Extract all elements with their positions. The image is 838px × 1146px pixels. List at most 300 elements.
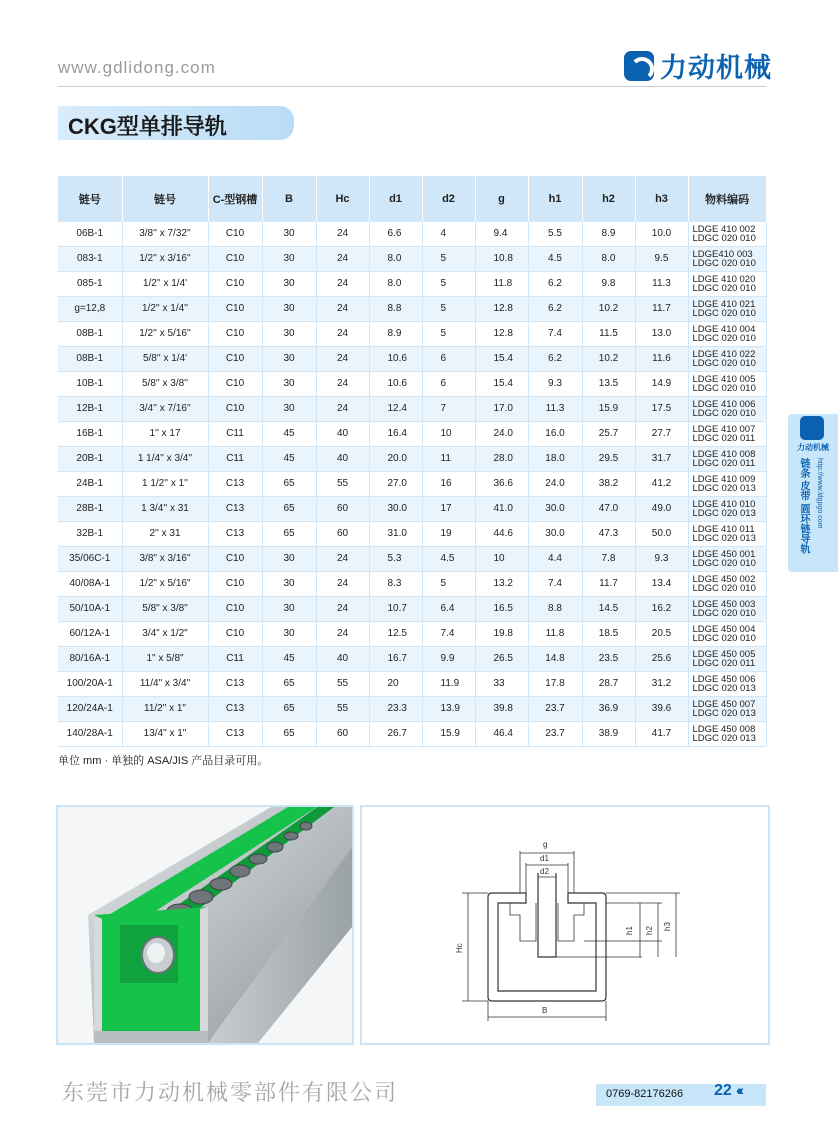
material-code-secondary: LDGC 020 011: [692, 433, 756, 444]
col-header: Hc: [316, 176, 369, 222]
table-cell: 16: [422, 472, 475, 497]
table-cell: 40: [316, 647, 369, 672]
table-cell: 5: [422, 572, 475, 597]
table-cell: 16.5: [475, 597, 528, 622]
table-cell: 8.9: [369, 322, 422, 347]
material-code-cell: [688, 647, 766, 672]
table-cell: 1 3/4'' x 31: [122, 497, 208, 522]
table-cell: C10: [208, 397, 262, 422]
table-cell: 1'' x 17: [122, 422, 208, 447]
table-cell: C13: [208, 697, 262, 722]
table-cell: 20: [369, 672, 422, 697]
table-cell: 41.7: [635, 722, 688, 747]
table-cell: 24: [316, 222, 369, 247]
table-cell: 50.0: [635, 522, 688, 547]
table-cell: 17.5: [635, 397, 688, 422]
material-code-primary: LDGE 410 007: [692, 424, 756, 435]
table-cell: 23.5: [582, 647, 635, 672]
material-code-secondary: LDGC 020 010: [692, 633, 756, 644]
table-cell: 55: [316, 697, 369, 722]
guide-rail-photo-illustration: [58, 807, 352, 1043]
side-products: 链条 皮带 圆环链导轨: [798, 458, 809, 554]
table-cell: 5.3: [369, 547, 422, 572]
table-cell: 65: [262, 672, 316, 697]
col-header: h1: [528, 176, 582, 222]
footer-phone: 0769-82176266: [606, 1088, 684, 1100]
table-cell: 13.0: [635, 322, 688, 347]
table-cell: 24: [316, 322, 369, 347]
table-cell: 60/12A-1: [58, 622, 122, 647]
table-cell: 17.8: [528, 672, 582, 697]
material-code-primary: LDGE 410 010: [692, 499, 756, 510]
table-cell: 1 1/4'' x 3/4'': [122, 447, 208, 472]
material-code-secondary: LDGC 020 013: [692, 733, 756, 744]
table-cell: 41.2: [635, 472, 688, 497]
material-code-cell: [688, 497, 766, 522]
table-cell: 47.0: [582, 497, 635, 522]
material-code-secondary: LDGC 020 010: [692, 233, 756, 244]
table-cell: C13: [208, 672, 262, 697]
table-cell: 24: [316, 597, 369, 622]
table-cell: 7: [422, 397, 475, 422]
table-cell: 80/16A-1: [58, 647, 122, 672]
table-row: [58, 647, 766, 672]
table-cell: 13/4" x 1": [122, 722, 208, 747]
material-code-primary: LDGE410 003: [692, 249, 753, 260]
footer-company: 东莞市力动机械零部件有限公司: [62, 1080, 399, 1105]
table-cell: 30: [262, 597, 316, 622]
table-cell: 8.3: [369, 572, 422, 597]
table-cell: 30: [262, 272, 316, 297]
table-cell: 30: [262, 347, 316, 372]
table-cell: 140/28A-1: [58, 722, 122, 747]
table-cell: 30.0: [528, 522, 582, 547]
table-cell: 16.7: [369, 647, 422, 672]
table-cell: 8.8: [369, 297, 422, 322]
label-d1: d1: [540, 854, 549, 863]
table-cell: 16.2: [635, 597, 688, 622]
table-cell: 18.0: [528, 447, 582, 472]
table-cell: 10.2: [582, 297, 635, 322]
table-row: [58, 572, 766, 597]
table-cell: 24: [316, 572, 369, 597]
material-code-primary: LDGE 450 003: [692, 599, 756, 610]
table-cell: 11.9: [422, 672, 475, 697]
table-cell: 13.2: [475, 572, 528, 597]
material-code-cell: [688, 397, 766, 422]
side-url: http://www.ldgpgo.com: [816, 458, 823, 529]
table-cell: 38.9: [582, 722, 635, 747]
table-cell: 10B-1: [58, 372, 122, 397]
table-cell: 39.6: [635, 697, 688, 722]
table-cell: 12B-1: [58, 397, 122, 422]
material-code-cell: [688, 547, 766, 572]
material-code-primary: LDGE 410 022: [692, 349, 756, 360]
table-row: [58, 422, 766, 447]
website-url: www.gdlidong.com: [58, 58, 216, 77]
table-cell: 30: [262, 547, 316, 572]
table-cell: 30: [262, 622, 316, 647]
table-cell: 30: [262, 322, 316, 347]
material-code-cell: [688, 522, 766, 547]
material-code-cell: [688, 347, 766, 372]
col-header: C-型钢槽: [208, 176, 262, 222]
material-code-primary: LDGE 410 002: [692, 224, 756, 235]
material-code-secondary: LDGC 020 010: [692, 558, 756, 569]
table-cell: 16.4: [369, 422, 422, 447]
table-row: [58, 547, 766, 572]
table-row: [58, 247, 766, 272]
table-cell: 8.0: [369, 247, 422, 272]
table-cell: C10: [208, 547, 262, 572]
table-cell: C11: [208, 647, 262, 672]
col-header: 链号: [58, 176, 122, 222]
table-cell: 11.3: [528, 397, 582, 422]
table-cell: 15.4: [475, 347, 528, 372]
material-code-cell: [688, 672, 766, 697]
table-cell: 10.8: [475, 247, 528, 272]
table-cell: 65: [262, 497, 316, 522]
side-brand-icon: [800, 416, 824, 440]
section-title-bar: [58, 106, 294, 140]
material-code-primary: LDGE 450 005: [692, 649, 756, 660]
table-cell: 25.7: [582, 422, 635, 447]
table-cell: 5/8" x 3/8": [122, 597, 208, 622]
table-cell: 9.8: [582, 272, 635, 297]
cross-section-diagram: [360, 805, 770, 1045]
material-code-secondary: LDGC 020 011: [692, 458, 756, 469]
table-cell: 13.9: [422, 697, 475, 722]
table-cell: 6.6: [369, 222, 422, 247]
table-cell: 31.0: [369, 522, 422, 547]
table-cell: 40: [316, 422, 369, 447]
table-cell: 47.3: [582, 522, 635, 547]
table-cell: 20.0: [369, 447, 422, 472]
material-code-secondary: LDGC 020 013: [692, 483, 756, 494]
table-cell: 24: [316, 297, 369, 322]
rail-profile-drawing: [362, 807, 768, 1043]
table-cell: 16.0: [528, 422, 582, 447]
table-cell: 5.5: [528, 222, 582, 247]
table-cell: 6.2: [528, 297, 582, 322]
section-title: CKG型单排导轨: [68, 114, 227, 139]
table-cell: 24: [316, 622, 369, 647]
table-cell: 49.0: [635, 497, 688, 522]
table-cell: 31.7: [635, 447, 688, 472]
table-row: [58, 522, 766, 547]
table-cell: 23.3: [369, 697, 422, 722]
table-row: [58, 447, 766, 472]
table-cell: 3/4'' x 7/16'': [122, 397, 208, 422]
table-cell: 24B-1: [58, 472, 122, 497]
table-cell: 28B-1: [58, 497, 122, 522]
table-cell: 39.8: [475, 697, 528, 722]
table-cell: C10: [208, 572, 262, 597]
material-code-secondary: LDGC 020 010: [692, 583, 756, 594]
table-row: [58, 347, 766, 372]
table-cell: 30: [262, 372, 316, 397]
table-cell: 20.5: [635, 622, 688, 647]
table-cell: 28.0: [475, 447, 528, 472]
table-cell: 45: [262, 422, 316, 447]
table-cell: 30: [262, 247, 316, 272]
table-cell: 50/10A-1: [58, 597, 122, 622]
table-cell: 23.7: [528, 722, 582, 747]
table-cell: 26.5: [475, 647, 528, 672]
table-cell: 8.0: [582, 247, 635, 272]
material-code-cell: [688, 272, 766, 297]
material-code-cell: [688, 372, 766, 397]
table-cell: 5: [422, 247, 475, 272]
material-code-cell: [688, 597, 766, 622]
material-code-primary: LDGE 450 006: [692, 674, 756, 685]
table-cell: 60: [316, 522, 369, 547]
header-divider: [58, 86, 766, 87]
product-photo: [56, 805, 354, 1045]
table-cell: 30: [262, 297, 316, 322]
table-cell: 33: [475, 672, 528, 697]
table-cell: 25.6: [635, 647, 688, 672]
table-cell: 65: [262, 472, 316, 497]
table-cell: 1/2'' x 1/4': [122, 272, 208, 297]
material-code-cell: [688, 622, 766, 647]
material-code-secondary: LDGC 020 010: [692, 333, 756, 344]
material-code-cell: [688, 572, 766, 597]
label-h3: h3: [663, 922, 672, 931]
table-cell: 55: [316, 472, 369, 497]
table-row: [58, 472, 766, 497]
table-cell: 55: [316, 672, 369, 697]
table-row: [58, 672, 766, 697]
material-code-secondary: LDGC 020 010: [692, 308, 756, 319]
material-code-primary: LDGE 410 011: [692, 524, 755, 535]
material-code-secondary: LDGC 020 013: [692, 533, 756, 544]
table-cell: 14.9: [635, 372, 688, 397]
table-row: [58, 722, 766, 747]
table-cell: 36.9: [582, 697, 635, 722]
material-code-primary: LDGE 450 001: [692, 549, 756, 560]
table-cell: 17: [422, 497, 475, 522]
table-cell: C10: [208, 297, 262, 322]
table-cell: 4.5: [422, 547, 475, 572]
table-cell: 1/2" x 5/16": [122, 572, 208, 597]
material-code-primary: LDGE 410 008: [692, 449, 756, 460]
material-code-primary: LDGE 450 002: [692, 574, 756, 585]
table-cell: 60: [316, 497, 369, 522]
table-cell: 45: [262, 647, 316, 672]
table-cell: 30.0: [369, 497, 422, 522]
table-cell: 36.6: [475, 472, 528, 497]
table-cell: 5: [422, 272, 475, 297]
material-code-secondary: LDGC 020 013: [692, 683, 756, 694]
material-code-primary: LDGE 450 008: [692, 724, 756, 735]
table-cell: 19.8: [475, 622, 528, 647]
table-cell: 30: [262, 222, 316, 247]
table-cell: 11.5: [582, 322, 635, 347]
brand-name: 力动机械: [660, 53, 772, 83]
brand-logo-icon: [624, 51, 654, 81]
table-cell: 40: [316, 447, 369, 472]
table-cell: 60: [316, 722, 369, 747]
table-cell: 11/2" x 1": [122, 697, 208, 722]
table-cell: 7.4: [528, 322, 582, 347]
table-cell: 29.5: [582, 447, 635, 472]
table-cell: C13: [208, 722, 262, 747]
material-code-secondary: LDGC 020 010: [692, 283, 756, 294]
table-cell: C13: [208, 497, 262, 522]
table-cell: 14.5: [582, 597, 635, 622]
table-cell: 6.4: [422, 597, 475, 622]
table-cell: 17.0: [475, 397, 528, 422]
table-cell: 41.0: [475, 497, 528, 522]
table-row: [58, 597, 766, 622]
label-b: B: [542, 1006, 548, 1015]
table-cell: 12.8: [475, 322, 528, 347]
table-cell: 27.7: [635, 422, 688, 447]
table-cell: 4: [422, 222, 475, 247]
table-cell: 32B-1: [58, 522, 122, 547]
table-cell: 9.9: [422, 647, 475, 672]
table-cell: 30: [262, 572, 316, 597]
table-cell: 31.2: [635, 672, 688, 697]
col-header: B: [262, 176, 316, 222]
table-cell: C11: [208, 422, 262, 447]
table-cell: 24: [316, 547, 369, 572]
table-cell: C11: [208, 447, 262, 472]
table-cell: C13: [208, 522, 262, 547]
label-d2: d2: [540, 867, 549, 876]
table-cell: 5/8'' x 1/4': [122, 347, 208, 372]
table-cell: 65: [262, 722, 316, 747]
material-code-secondary: LDGC 020 010: [692, 608, 756, 619]
table-cell: 3/8'' x 7/32'': [122, 222, 208, 247]
table-cell: 13.5: [582, 372, 635, 397]
material-code-primary: LDGE 410 021: [692, 299, 756, 310]
label-g: g: [543, 840, 548, 849]
table-cell: 24: [316, 347, 369, 372]
table-cell: 30: [262, 397, 316, 422]
table-cell: C10: [208, 272, 262, 297]
material-code-secondary: LDGC 020 011: [692, 658, 756, 669]
material-code-cell: [688, 247, 766, 272]
label-h2: h2: [645, 926, 654, 935]
table-cell: 14.8: [528, 647, 582, 672]
col-header: h2: [582, 176, 635, 222]
table-cell: 08B-1: [58, 322, 122, 347]
unit-note: 单位 mm · 单独的 ASA/JIS 产品目录可用。: [58, 755, 269, 767]
table-cell: 10.6: [369, 372, 422, 397]
table-cell: 26.7: [369, 722, 422, 747]
table-cell: 16B-1: [58, 422, 122, 447]
col-header: d2: [422, 176, 475, 222]
material-code-primary: LDGE 410 009: [692, 474, 756, 485]
table-cell: 44.6: [475, 522, 528, 547]
table-cell: 1 1/2'' x 1'': [122, 472, 208, 497]
table-cell: 1" x 5/8": [122, 647, 208, 672]
table-row: [58, 322, 766, 347]
table-cell: 11.3: [635, 272, 688, 297]
table-cell: 11/4" x 3/4": [122, 672, 208, 697]
material-code-primary: LDGE 410 020: [692, 274, 756, 285]
table-cell: 9.3: [635, 547, 688, 572]
table-cell: 5: [422, 297, 475, 322]
table-cell: 11.6: [635, 347, 688, 372]
material-code-secondary: LDGC 020 010: [692, 258, 756, 269]
table-cell: C10: [208, 247, 262, 272]
table-row: [58, 297, 766, 322]
material-code-cell: [688, 222, 766, 247]
table-cell: 6: [422, 372, 475, 397]
side-tab: [788, 414, 838, 572]
col-header: g: [475, 176, 528, 222]
table-cell: 27.0: [369, 472, 422, 497]
material-code-secondary: LDGC 020 010: [692, 408, 756, 419]
table-cell: 10.6: [369, 347, 422, 372]
table-cell: 2'' x 31: [122, 522, 208, 547]
table-cell: 20B-1: [58, 447, 122, 472]
side-brand: 力动机械: [797, 443, 829, 452]
page-number: 22: [714, 1082, 732, 1099]
table-cell: 40/08A-1: [58, 572, 122, 597]
table-cell: 120/24A-1: [58, 697, 122, 722]
chevron-left-icon: ‹‹‹: [736, 1082, 741, 1098]
material-code-cell: [688, 697, 766, 722]
table-cell: 6: [422, 347, 475, 372]
material-code-cell: [688, 322, 766, 347]
table-cell: 24: [316, 272, 369, 297]
table-cell: 1/2'' x 5/16'': [122, 322, 208, 347]
material-code-primary: LDGE 450 004: [692, 624, 756, 635]
table-cell: 28.7: [582, 672, 635, 697]
spec-table: [58, 176, 767, 747]
material-code-primary: LDGE 410 005: [692, 374, 756, 385]
table-cell: 12.8: [475, 297, 528, 322]
material-code-cell: [688, 297, 766, 322]
table-cell: 45: [262, 447, 316, 472]
table-cell: 6.2: [528, 272, 582, 297]
table-cell: 085-1: [58, 272, 122, 297]
material-code-cell: [688, 422, 766, 447]
table-cell: 3/8" x 3/16": [122, 547, 208, 572]
table-cell: 10.7: [369, 597, 422, 622]
table-cell: 9.3: [528, 372, 582, 397]
table-cell: 11.8: [528, 622, 582, 647]
table-row: [58, 497, 766, 522]
material-code-primary: LDGE 410 006: [692, 399, 756, 410]
material-code-primary: LDGE 450 007: [692, 699, 756, 710]
table-cell: C10: [208, 622, 262, 647]
table-cell: 15.9: [582, 397, 635, 422]
material-code-secondary: LDGC 020 013: [692, 708, 756, 719]
table-cell: 5/8'' x 3/8'': [122, 372, 208, 397]
table-cell: 24: [316, 372, 369, 397]
table-cell: 1/2'' x 1/4'': [122, 297, 208, 322]
label-h1: h1: [625, 926, 634, 935]
material-code-secondary: LDGC 020 010: [692, 383, 756, 394]
table-cell: 18.5: [582, 622, 635, 647]
table-cell: 15.4: [475, 372, 528, 397]
table-cell: C10: [208, 372, 262, 397]
table-cell: 06B-1: [58, 222, 122, 247]
table-row: [58, 397, 766, 422]
table-cell: 8.9: [582, 222, 635, 247]
table-cell: 15.9: [422, 722, 475, 747]
table-cell: 9.5: [635, 247, 688, 272]
table-cell: 10.2: [582, 347, 635, 372]
table-cell: 4.5: [528, 247, 582, 272]
table-cell: 12.4: [369, 397, 422, 422]
label-hc: Hc: [455, 943, 464, 953]
